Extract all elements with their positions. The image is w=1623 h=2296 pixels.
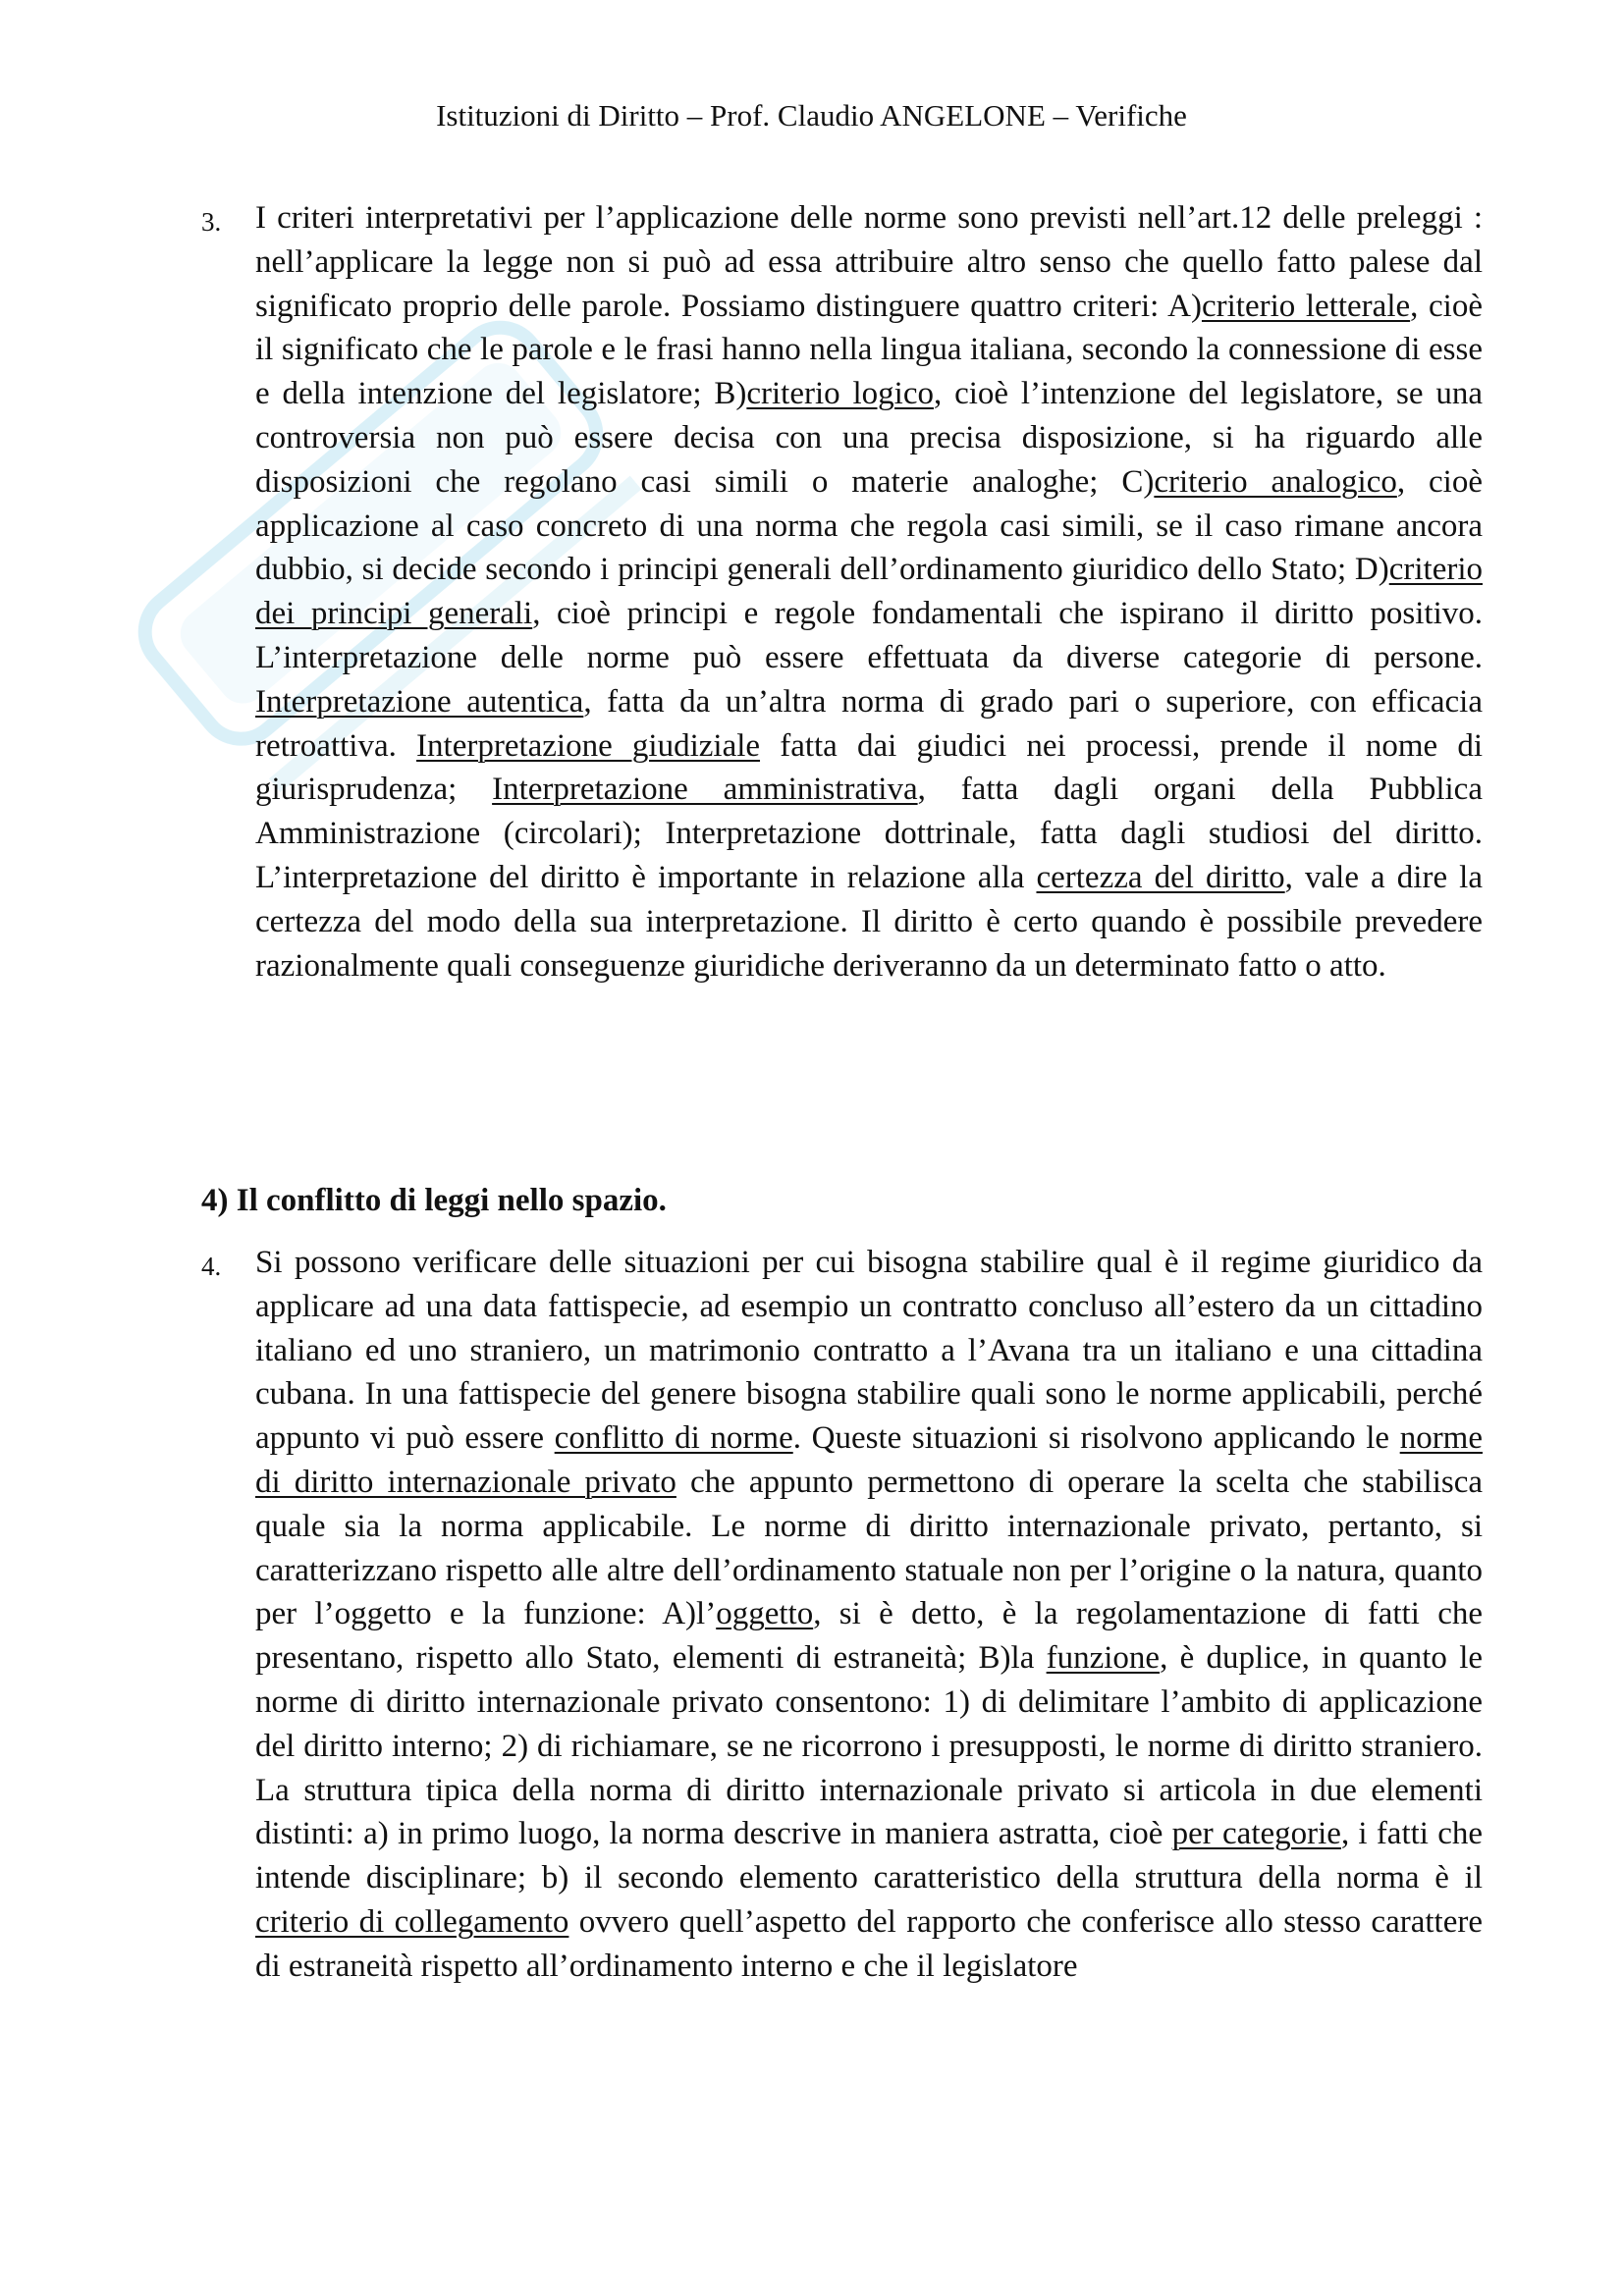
text-run: , è duplice, in quanto le norme di diritto internazionale privato consentono: 1) di delimitare l’ambito di applicazione del diritto interno; 2) di richiamare, se ne ricorrono i presupposti, le norme di diritto straniero. La struttura tipica della norma di diritto internazionale privato si articola in due elementi distinti: a) in primo luogo, la norma descrive in maniera astratta, cioè — [255, 1640, 1484, 1852]
text-run: ovvero quell’aspetto del rapporto che conferisce allo stesso carattere di estraneità rispetto all’ordinamento interno e che il legislatore — [255, 1903, 1483, 1984]
section-3-number: 3. — [201, 207, 222, 237]
section-4-heading: 4) Il conflitto di leggi nello spazio. — [201, 1183, 667, 1218]
text-run: , fatta da un’altra norma di grado pari o superiore, con efficacia retroattiva. — [255, 683, 1483, 764]
section-3 — [201, 196, 1483, 988]
text-run: , vale a dire la certezza del modo della sua interpretazione. Il diritto è certo quando è possibile prevedere razionalmente quali conseguenze giuridiche deriveranno da un determinato fatto o atto. — [255, 859, 1483, 984]
underlined-term: norme di diritto internazionale privato — [255, 1420, 1483, 1500]
underlined-term: per categorie — [1171, 1816, 1341, 1852]
underlined-term: oggetto — [716, 1596, 814, 1632]
text-run: che appunto permettono di operare la scelta che stabilisca quale sia la norma applicabile. Le norme di diritto internazionale privato, pertanto, si caratterizzano rispetto alle altre dell’ordinamento statuale non per l’origine o la natura, quanto per l’oggetto e la funzione: A)l’ — [255, 1464, 1484, 1632]
underlined-term: criterio di collegamento — [255, 1903, 569, 1940]
text-run: , cioè applicazione al caso concreto di una norma che regola casi simili, se il caso rimane ancora dubbio, si decide secondo i principi generali dell’ordinamento giuridico dello Stato; D) — [255, 463, 1483, 588]
underlined-term: criterio dei principi generali — [255, 552, 1483, 632]
text-run: , cioè principi e regole fondamentali che ispirano il diritto positivo. L’interpretazione delle norme può essere effettuata da diverse categorie di persone. — [255, 596, 1483, 675]
underlined-term: conflitto di norme — [554, 1420, 793, 1457]
underlined-term: funzione — [1046, 1640, 1161, 1677]
underlined-term: criterio logico — [746, 376, 934, 412]
text-run: , fatta dagli organi della Pubblica Amministrazione (circolari); Interpretazione dottrinale, fatta dagli studiosi del diritto. L’interpretazione del diritto è importante in relazione alla — [255, 772, 1483, 895]
text-run: Si possono verificare delle situazioni per cui bisogna stabilire qual è il regime giuridico da applicare ad una data fattispecie, ad esempio un contratto concluso all’estero da un cittadino italiano ed uno straniero, un matrimonio contratto a l’Avana tra un italiano e una cittadina cubana. In una fattispecie del genere bisogna stabilire quali sono le norme applicabili, perché appunto vi può essere — [255, 1245, 1483, 1457]
text-run: , si è detto, è la regolamentazione di fatti che presentano, rispetto allo Stato, elementi di estraneità; B)la — [255, 1596, 1483, 1677]
section-4-number: 4. — [201, 1252, 222, 1281]
section-4-paragraph — [255, 1241, 1483, 1989]
text-run: I criteri interpretativi per l’applicazione delle norme sono previsti nell’art.12 delle preleggi : nell’applicare la legge non si può ad essa attribuire altro senso che quello fatto palese dal significato proprio delle parole. Possiamo distinguere quattro criteri: A) — [255, 200, 1483, 324]
text-run: , i fatti che intende disciplinare; b) il secondo elemento caratteristico della struttura della norma è il — [255, 1816, 1483, 1896]
underlined-term: Interpretazione amministrativa — [492, 772, 918, 808]
underlined-term: Interpretazione autentica — [255, 683, 584, 720]
section-3-paragraph — [255, 196, 1483, 988]
text-run: , cioè l’intenzione del legislatore, se una controversia non può essere decisa con una precisa disposizione, si ha riguardo alle disposizioni che regolano casi simili o materie analoghe; C) — [255, 376, 1484, 500]
underlined-term: certezza del diritto — [1036, 859, 1285, 895]
section-4 — [201, 1241, 1483, 1989]
page-header: Istituzioni di Diritto – Prof. Claudio ANGELONE – Verifiche — [436, 98, 1187, 133]
underlined-term: Interpretazione giudiziale — [416, 727, 761, 764]
text-run: . Queste situazioni si risolvono applicando le — [792, 1420, 1400, 1457]
underlined-term: criterio analogico — [1154, 463, 1397, 500]
text-run: fatta dai giudici nei processi, prende il nome di giurisprudenza; — [255, 727, 1483, 808]
underlined-term: criterio letterale — [1201, 288, 1411, 324]
text-run: , cioè il significato che le parole e le frasi hanno nella lingua italiana, secondo la connessione di esse e della intenzione del legislatore; B) — [255, 288, 1483, 412]
